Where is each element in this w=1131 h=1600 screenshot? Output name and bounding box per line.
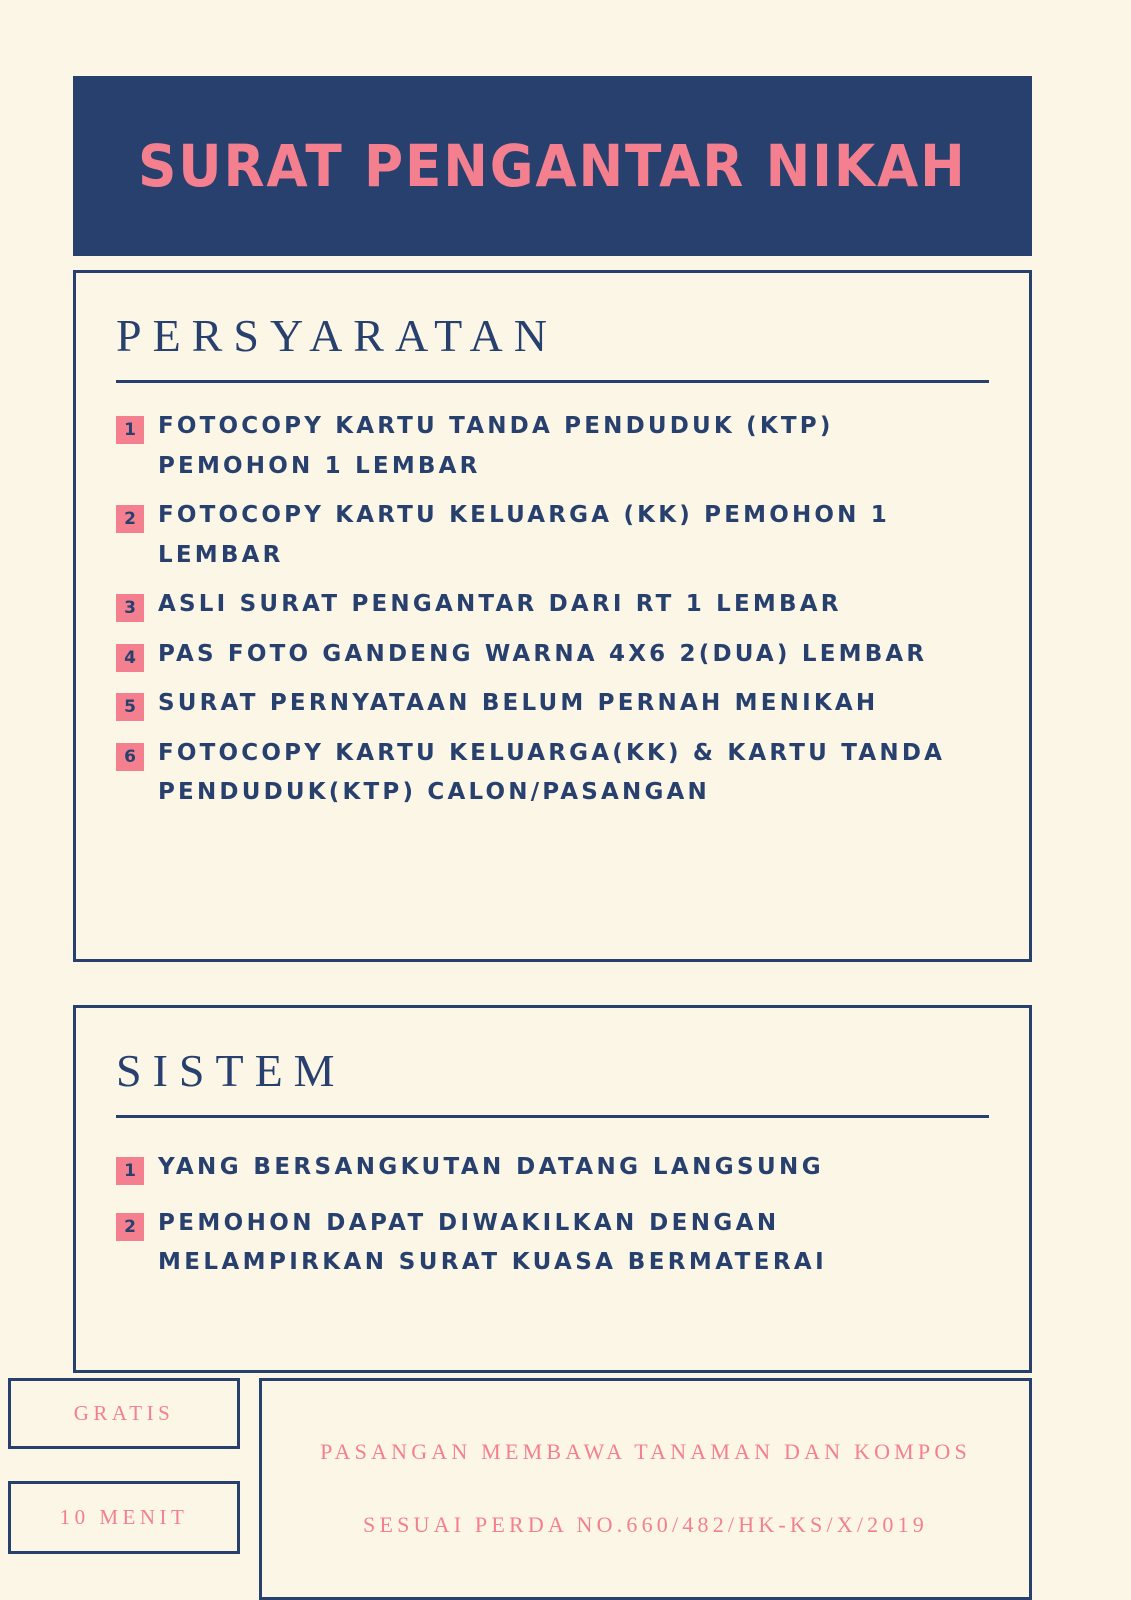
footer-note-line1: PASANGAN MEMBAWA TANAMAN DAN KOMPOS [320,1439,971,1465]
sistem-heading: SISTEM [116,1045,346,1096]
persyaratan-list [76,397,1029,813]
list-item-label: ASLI SURAT PENGANTAR DARI RT 1 LEMBAR [158,591,842,618]
footer-chips [8,1378,240,1591]
list-item [116,575,989,625]
footer-chip-duration: 10 MENIT [8,1481,240,1554]
sistem-divider [116,1115,989,1118]
list-item [116,625,989,675]
list-item-label: YANG BERSANGKUTAN DATANG LANGSUNG [158,1154,824,1180]
list-item [116,674,989,724]
page-title: SURAT PENGANTAR NIKAH [138,132,967,200]
list-item-number: 1 [116,1157,144,1185]
sistem-list [76,1132,1029,1283]
list-item-label: SURAT PERNYATAAN BELUM PERNAH MENIKAH [158,690,879,717]
list-item-label: PAS FOTO GANDENG WARNA 4X6 2(DUA) LEMBAR [158,640,928,667]
footer-note-line2: SESUAI PERDA NO.660/482/HK-KS/X/2019 [363,1512,928,1537]
footer-chip-gratis: GRATIS [8,1378,240,1449]
title-banner [73,76,1032,256]
list-item-label: PEMOHON DAPAT DIWAKILKAN DENGAN MELAMPIRKAN SURAT KUASA BERMATERAI [158,1209,828,1276]
list-item [116,397,989,486]
list-item-label: FOTOCOPY KARTU TANDA PENDUDUK (KTP) PEMOHON 1 LEMBAR [158,413,834,479]
list-item-label: FOTOCOPY KARTU KELUARGA (KK) PEMOHON 1 LEMBAR [158,502,891,568]
footer-note-box [259,1378,1032,1600]
list-item-number: 6 [116,743,144,771]
list-item [116,724,989,813]
persyaratan-heading: PERSYARATAN [116,310,558,361]
persyaratan-divider [116,380,989,383]
list-item-number: 1 [116,416,144,444]
list-item-number: 2 [116,1213,144,1241]
list-item-number: 3 [116,594,144,622]
sistem-section [73,1005,1032,1373]
persyaratan-section [73,270,1032,962]
list-item-number: 5 [116,693,144,721]
list-item [116,1188,989,1283]
list-item [116,486,989,575]
list-item [116,1132,989,1188]
list-item-label: FOTOCOPY KARTU KELUARGA(KK) & KARTU TANDA PENDUDUK(KTP) CALON/PASANGAN [158,739,946,806]
list-item-number: 4 [116,644,144,672]
list-item-number: 2 [116,505,144,533]
